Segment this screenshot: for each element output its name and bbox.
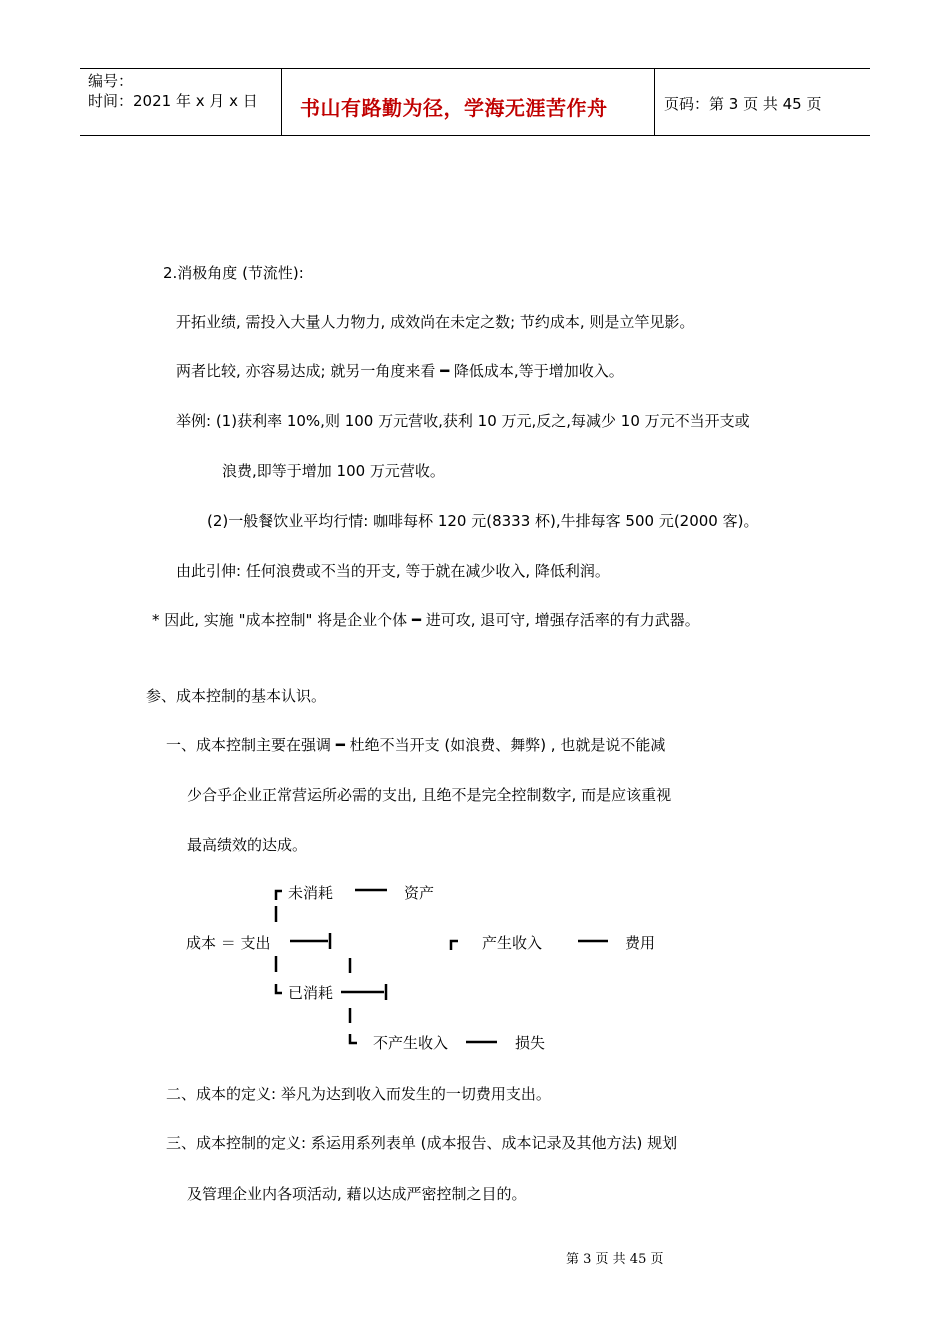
line-example-1: 举例: (1)获利率 10%,则 100 万元营收,获利 10 万元,反之,每减少 10 万元不当开支或 [176, 412, 750, 430]
header-bottom-rule [80, 135, 870, 136]
bracket-income [451, 941, 458, 950]
diagram-no-income: 不产生收入 [373, 1034, 449, 1052]
line-example-2: (2)一般餐饮业平均行情: 咖啡每杯 120 元(8333 杯),牛排每客 500 元(2000 客)。 [207, 512, 759, 530]
line-compare: 两者比较, 亦容易达成; 就另一角度来看 ━ 降低成本,等于增加收入。 [176, 362, 624, 380]
diagram-unconsumed: 未消耗 [288, 884, 334, 902]
item-one-line3: 最高绩效的达成。 [187, 836, 308, 854]
header-motto: 书山有路勤为径，学海无涯苦作舟 [300, 96, 608, 120]
header-number-label: 编号： [88, 72, 134, 90]
header-page-label: 页码：第 3 页 共 45 页 [664, 95, 822, 113]
line-expand-business: 开拓业绩, 需投入大量人力物力, 成效尚在未定之数; 节约成本, 则是立竿见影。 [176, 313, 695, 331]
header-divider-right [654, 68, 655, 135]
line-extension: 由此引伸: 任何浪费或不当的开支, 等于就在减少收入, 降低利润。 [176, 562, 610, 580]
diagram-loss: 损失 [515, 1034, 546, 1052]
bracket-bottom [276, 984, 282, 993]
line-negative-angle: 2.消极角度 (节流性): [163, 264, 304, 282]
bracket-no-income [350, 1034, 357, 1043]
item-one-line2: 少合乎企业正常营运所必需的支出, 且绝不是完全控制数字, 而是应该重视 [187, 786, 672, 804]
diagram-cost-expense: 成本 ＝ 支出 [186, 934, 271, 952]
header-time-label: 时间：2021 年 x 月 x 日 [88, 92, 258, 110]
diagram-consumed: 已消耗 [288, 984, 334, 1002]
item-three-line2: 及管理企业内各项活动, 藉以达成严密控制之目的。 [187, 1185, 527, 1203]
item-one-line1: 一、成本控制主要在强调 ━ 杜绝不当开支 (如浪费、舞弊) , 也就是说不能减 [166, 736, 666, 754]
line-therefore: * 因此, 实施 "成本控制" 将是企业个体 ━ 进可攻, 退可守, 增强存活率的有力武器。 [152, 611, 700, 629]
header-top-rule [80, 68, 870, 69]
footer-page-number: 第 3 页 共 45 页 [566, 1252, 664, 1267]
diagram-asset: 资产 [404, 884, 435, 902]
diagram-fee: 费用 [625, 934, 656, 952]
bracket-top [276, 891, 282, 900]
header-divider-left [281, 68, 282, 135]
section-heading-basic: 参、成本控制的基本认识。 [146, 687, 327, 705]
diagram-produce-income: 产生收入 [482, 934, 543, 952]
item-two-definition: 二、成本的定义: 举凡为达到收入而发生的一切费用支出。 [166, 1085, 551, 1103]
item-three-line1: 三、成本控制的定义: 系运用系列表单 (成本报告、成本记录及其他方法) 规划 [166, 1134, 678, 1152]
line-example-1-cont: 浪费,即等于增加 100 万元营收。 [222, 462, 445, 480]
